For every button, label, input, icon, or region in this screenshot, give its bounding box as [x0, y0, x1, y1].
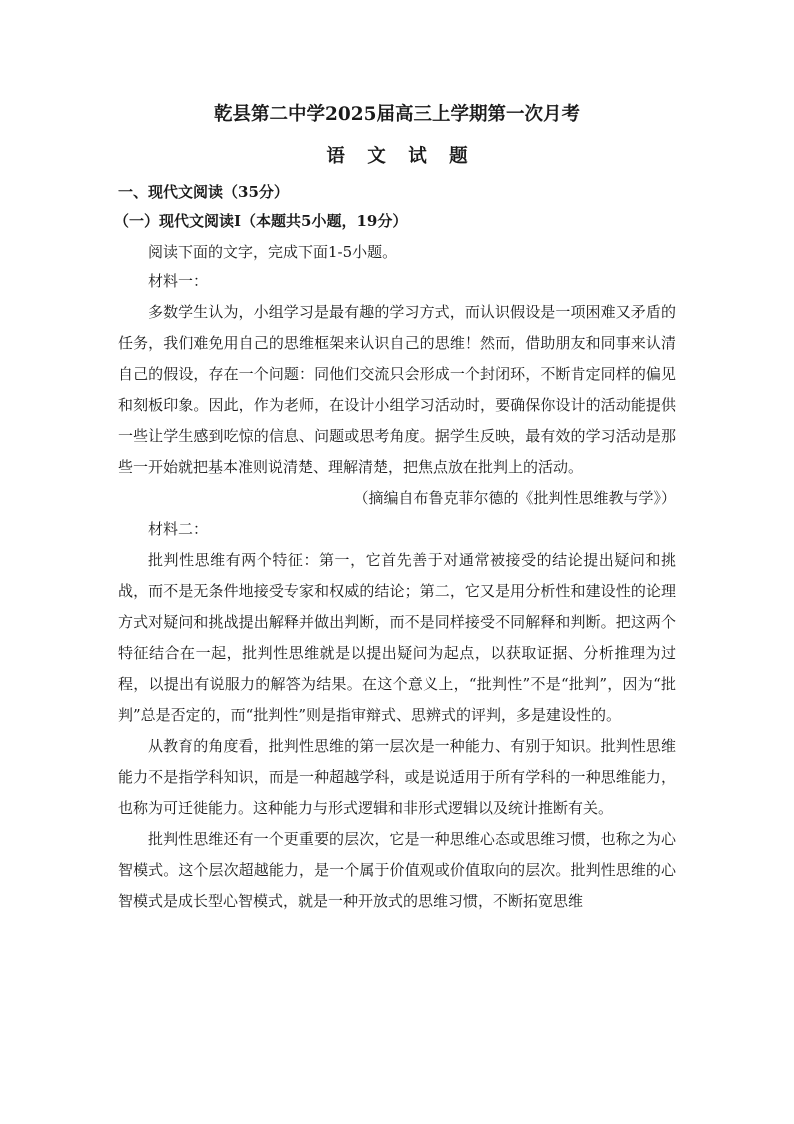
subsection-heading: （一）现代文阅读Ⅰ（本题共5小题，19分）	[114, 212, 408, 230]
subject-title: 语 文 试 题	[326, 146, 476, 167]
reading-instruction: 阅读下面的文字，完成下面1-5小题。	[148, 243, 398, 261]
material-two-label: 材料二：	[148, 520, 209, 538]
material-two-paragraph: 从教育的角度看，批判性思维的第一层次是一种能力、有别于知识。批判性思维能力不是指学科知识，而是一种超越学科，或是说适用于所有学科的一种思维能力，也称为可迁徙能力。这种能力与形式逻辑和非形式逻辑以及统计推断有关。	[118, 737, 676, 817]
material-two-paragraph: 批判性思维还有一个更重要的层次，它是一种思维心态或思维习惯，也称之为心智模式。这个层次超越能力，是一个属于价值观或价值取向的层次。批判性思维的心智模式是成长型心智模式，就是一种开放式的思维习惯，不断拓宽思维	[118, 830, 676, 910]
material-two-paragraph: 批判性思维有两个特征：第一，它首先善于对通常被接受的结论提出疑问和挑战，而不是无条件地接受专家和权威的结论；第二，它又是用分析性和建设性的论理方式对疑问和挑战提出解释并做出判断，而不是同样接受不同解释和判断。把这两个特征结合在一起，批判性思维就是以提出疑问为起点，以获取证据、分析推理为过程，以提出有说服力的解答为结果。在这个意义上，“批判性”不是“批判”，因为“批判”总是否定的，而“批判性”则是指审辩式、思辨式的评判，多是建设性的。	[118, 551, 676, 724]
material-one-paragraph: 多数学生认为，小组学习是最有趣的学习方式，而认识假设是一项困难又矛盾的任务，我们难免用自己的思维框架来认识自己的思维！然而，借助朋友和同事来认清自己的假设，存在一个问题：同他们交流只会形成一个封闭环，不断肯定同样的偏见和刻板印象。因此，作为老师，在设计小组学习活动时，要确保你设计的活动能提供一些让学生感到吃惊的信息、问题或思考角度。据学生反映，最有效的学习活动是那些一开始就把基本准则说清楚、理解清楚，把焦点放在批判上的活动。	[118, 303, 676, 476]
material-one-label: 材料一：	[148, 272, 209, 290]
material-one-source: （摘编自布鲁克菲尔德的《批判性思维教与学》）	[353, 489, 676, 507]
section-heading: 一、现代文阅读（35分）	[118, 183, 289, 201]
exam-title: 乾县第二中学2025届高三上学期第一次月考	[214, 104, 580, 125]
